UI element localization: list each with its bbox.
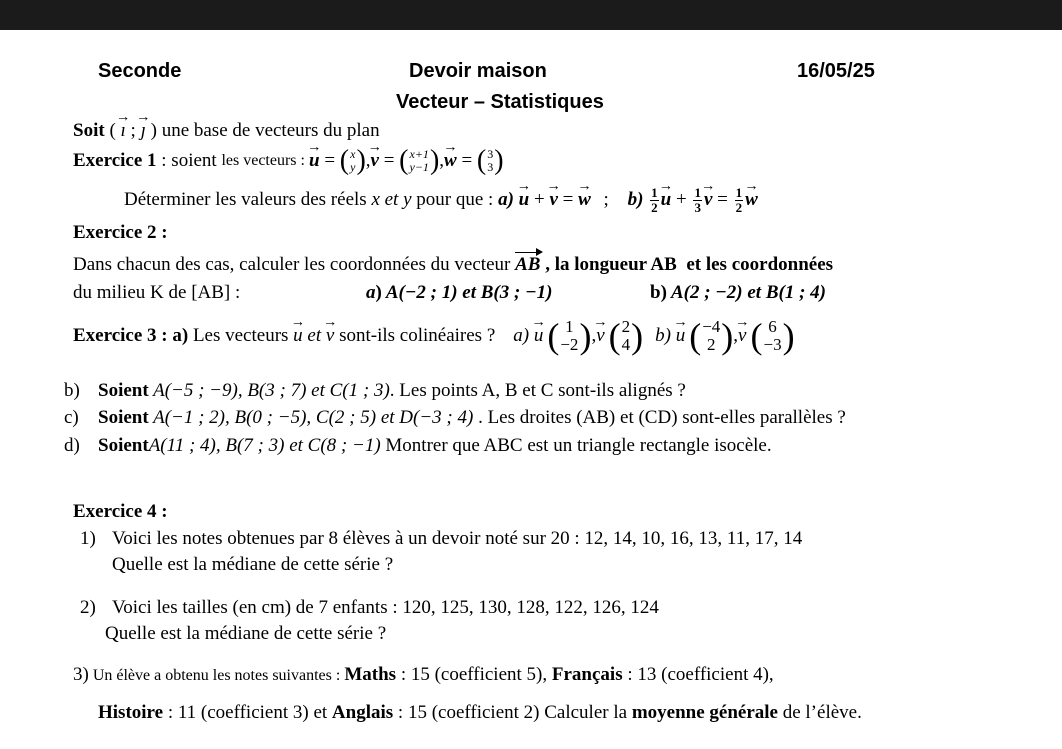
vector-w: → w — [578, 189, 591, 211]
vector-v: → v — [326, 325, 334, 347]
ex3-q: Les vecteurs — [188, 325, 294, 346]
item-marker: d) — [64, 435, 80, 456]
q1-text: Voici les notes obtenues par 8 élèves à un devoir noté sur 20 : 12, 14, 10, 16, 13, 11, 17, 14 — [112, 528, 803, 549]
vector-u: → u — [661, 189, 672, 211]
vector-u: → u — [676, 325, 686, 347]
exercise-1-task — [124, 186, 758, 214]
case-b-points: A(2 ; −2) et B(1 ; 4) — [666, 282, 826, 303]
comma: , — [365, 150, 371, 171]
exercise-4-q1 — [80, 528, 802, 550]
exercise-1-lead: les vecteurs : — [221, 152, 309, 169]
eq-sign: = — [712, 189, 733, 211]
vector-u-coords: ( x y ) — [339, 145, 366, 176]
exercise-4-q1-sub: Quelle est la médiane de cette série ? — [112, 554, 394, 575]
q1-number: 1) — [80, 528, 96, 549]
item-points: A(11 ; 4), B(7 ; 3) et C(8 ; −1) — [148, 435, 381, 456]
ex3-a-v-coords: ( 2 4 ) — [608, 316, 644, 356]
item-marker: b) — [64, 380, 80, 401]
item-keyword: Soient — [98, 380, 149, 401]
exercise-4-q2-sub: Quelle est la médiane de cette série ? — [105, 623, 387, 644]
francais-grade: : 13 (coefficient 4), — [622, 664, 774, 685]
vector-v: → v — [738, 325, 746, 347]
exercise-4-q2 — [80, 597, 659, 619]
ex3-case-b: b) — [655, 325, 676, 346]
q3-end: de l’élève. — [777, 702, 862, 723]
vector-j: → ȷ — [141, 120, 146, 142]
w-x: 3 — [487, 147, 494, 162]
exercise-3-title: Exercice 3 : — [73, 325, 168, 346]
intro-text: une base de vecteurs du plan — [156, 120, 380, 141]
intro-soit: Soit — [73, 120, 105, 141]
eq-sign: = — [378, 150, 400, 171]
v-y: y−1 — [409, 160, 429, 174]
vector-u: → u — [293, 325, 303, 347]
ex3-b-v-coords: ( 6 −3 ) — [750, 316, 795, 356]
intro-sep: ; — [125, 120, 141, 141]
task-a-label: a) — [498, 189, 514, 211]
v-x: x+1 — [409, 147, 429, 162]
vector-v: → v — [371, 150, 379, 172]
eq-sign: = — [557, 189, 579, 211]
task-text: Déterminer les valeurs des réels — [124, 189, 372, 211]
task-vars: x et y — [371, 189, 412, 211]
exercise-3-item-d — [64, 435, 772, 457]
vector-ab: AB — [515, 254, 541, 275]
exercise-4-q3-line1 — [73, 664, 774, 686]
exercise-2-line-1 — [73, 254, 833, 276]
class-level: Seconde — [98, 60, 182, 82]
plus-sign: + — [529, 189, 550, 211]
separator: ; — [598, 189, 614, 211]
exercise-3-item-b — [64, 380, 686, 402]
vector-u: → u — [534, 325, 544, 347]
task-pour-que: pour que : — [411, 189, 499, 211]
vector-v: → v — [549, 189, 557, 211]
ex2-text-a: Dans chacun des cas, calculer les coordonnées du vecteur — [73, 254, 516, 275]
vector-i: → ı — [121, 120, 126, 142]
comma: , — [733, 325, 739, 346]
intro-paren-open: ( — [109, 120, 121, 141]
u-x: x — [350, 147, 356, 162]
moyenne-generale: moyenne générale — [631, 702, 778, 723]
anglais-grade: : 15 (coefficient 2) Calculer la — [393, 702, 632, 723]
w-y: 3 — [487, 160, 494, 174]
intro-paren-close: ) — [145, 120, 157, 141]
vector-u: → u — [309, 150, 320, 172]
item-keyword: Soient — [98, 435, 149, 456]
exercise-4-q3-line2 — [98, 702, 862, 724]
vector-v: → v — [704, 189, 712, 211]
subject-anglais: Anglais — [331, 702, 394, 723]
document-date: 16/05/25 — [797, 60, 875, 82]
document-type: Devoir maison — [409, 60, 547, 82]
ex3-b-u-coords: ( −4 2 ) — [689, 316, 734, 356]
exercise-3-question-a — [73, 318, 795, 354]
maths-grade: : 15 (coefficient 5), — [396, 664, 552, 685]
vector-w-coords: ( 3 3 ) — [476, 145, 504, 176]
q3-number: 3) — [73, 664, 89, 685]
histoire-grade: : 11 (coefficient 3) et — [163, 702, 332, 723]
ex3-et: et — [302, 325, 326, 346]
eq-sign: = — [456, 150, 477, 171]
case-a-points: A(−2 ; 1) et B(3 ; −1) — [381, 282, 553, 303]
comma: , — [591, 325, 597, 346]
item-points: A(−1 ; 2), B(0 ; −5), C(2 ; 5) et D(−3 ; 4) — [148, 407, 474, 428]
item-keyword: Soient — [98, 407, 149, 428]
exercise-1-statement — [73, 147, 504, 175]
exercise-2-line-2: du milieu K de [AB] : — [73, 282, 241, 303]
case-b-label: b) — [650, 282, 667, 303]
ex2-text-b: , la longueur AB et les coordonnées — [540, 254, 834, 275]
exercise-1-colon: : soient — [156, 150, 222, 171]
exercise-2-title: Exercice 2 : — [73, 222, 168, 243]
fraction-half-2: $\frac{1}{2}$ — [735, 185, 743, 215]
exercise-3-item-c — [64, 407, 846, 429]
subject-maths: Maths — [344, 664, 397, 685]
ex3-case-a: a) — [513, 325, 534, 346]
vector-u: → u — [519, 189, 530, 211]
eq-sign: = — [319, 150, 340, 171]
q2-text: Voici les tailles (en cm) de 7 enfants : 120, 125, 130, 128, 122, 126, 124 — [112, 597, 659, 618]
item-points: A(−5 ; −9), B(3 ; 7) et C(1 ; 3) — [148, 380, 390, 401]
fraction-half: $\frac{1}{2}$ — [651, 185, 658, 215]
item-question: . Les points A, B et C sont-ils alignés ? — [389, 380, 686, 401]
item-question: . Les droites (AB) et (CD) sont-elles parallèles ? — [473, 407, 846, 428]
task-b-label: b) — [627, 189, 644, 211]
ex3-q-end: sont-ils colinéaires ? — [334, 325, 496, 346]
item-question: Montrer que ABC est un triangle rectangle isocèle. — [380, 435, 772, 456]
vector-v: → v — [596, 325, 604, 347]
exercise-1-title: Exercice 1 — [73, 150, 157, 171]
intro-line — [73, 120, 380, 142]
window-title-bar — [0, 0, 1062, 30]
ex3-a-label: a) — [167, 325, 189, 346]
q3-lead: Un élève a obtenu les notes suivantes : — [88, 667, 345, 684]
q2-number: 2) — [80, 597, 96, 618]
fraction-third: $\frac{1}{3}$ — [694, 185, 701, 215]
vector-v-coords: ( x+1 y−1 ) — [399, 145, 440, 176]
ex3-a-u-coords: ( 1 −2 ) — [547, 316, 592, 356]
exercise-2-case-b — [650, 282, 826, 304]
u-y: y — [350, 160, 356, 174]
comma: , — [439, 150, 445, 171]
item-marker: c) — [64, 407, 79, 428]
vector-w: → w — [444, 150, 457, 172]
exercise-4-title: Exercice 4 : — [73, 501, 168, 522]
plus-sign: + — [671, 189, 692, 211]
document-subtitle: Vecteur – Statistiques — [396, 91, 604, 113]
case-a-paren: ) — [375, 282, 382, 303]
exercise-2-case-a — [366, 282, 552, 304]
subject-francais: Français — [551, 664, 623, 685]
case-a-label: a — [366, 282, 376, 303]
subject-histoire: Histoire — [98, 702, 164, 723]
vector-w: → w — [745, 189, 758, 211]
